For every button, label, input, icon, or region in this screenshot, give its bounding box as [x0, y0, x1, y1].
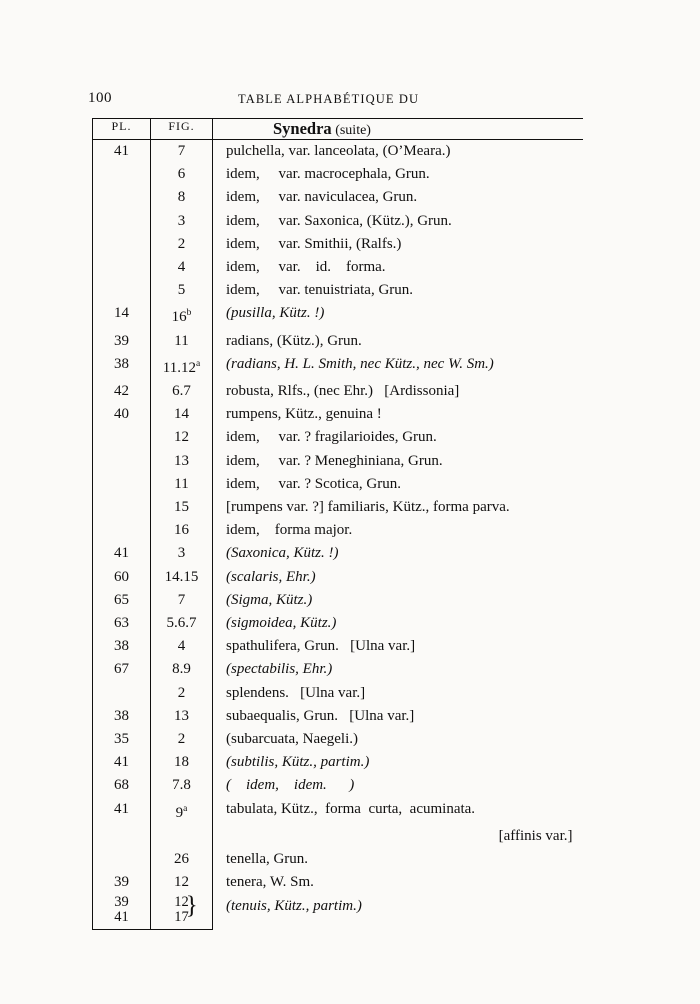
cell-fig: 6 — [151, 163, 213, 186]
cell-fig: 6.7 — [151, 380, 213, 403]
cell-species-name: [rumpens var. ?] familiaris, Kütz., forma parva. — [226, 499, 510, 516]
cell-species-name: (scalaris, Ehr.) — [226, 568, 316, 585]
cell-pl: 14 — [93, 302, 151, 329]
table-row — [93, 330, 583, 353]
index-table-wrapper — [92, 118, 582, 930]
table-row — [93, 380, 583, 403]
cell-pl — [93, 519, 151, 542]
cell-fig: 8 — [151, 186, 213, 209]
cell-species-name: idem, var. naviculacea, Grun. — [226, 189, 418, 206]
index-table — [92, 118, 583, 930]
cell-fig: 13 — [151, 450, 213, 473]
cell-species-name: idem, var. Saxonica, (Kütz.), Grun. — [226, 212, 452, 229]
cell-fig: 5.6.7 — [151, 612, 213, 635]
cell-species-name: (Sigma, Kütz.) — [226, 591, 313, 608]
cell-species-name: idem, var. ? Meneghiniana, Grun. — [226, 452, 443, 469]
table-row — [93, 426, 583, 449]
cell-fig: 5 — [151, 279, 213, 302]
cell-fig: 16 — [151, 519, 213, 542]
table-row — [93, 542, 583, 565]
table-row — [93, 233, 583, 256]
cell-fig: 12 — [151, 426, 213, 449]
table-row — [93, 589, 583, 612]
cell-species-name: robusta, Rlfs., (nec Ehr.) [Ardissonia] — [226, 383, 460, 400]
column-header-fig: FIG. — [151, 119, 213, 140]
cell-pl — [93, 848, 151, 871]
cell-species-name: tenella, Grun. — [226, 851, 309, 868]
cell-pl: 41 — [93, 140, 151, 164]
cell-species-name — [213, 825, 583, 848]
table-row — [93, 751, 583, 774]
cell-fig: 3 — [151, 210, 213, 233]
cell-fig: 3 — [151, 542, 213, 565]
cell-pl: 39 — [93, 871, 151, 894]
folio-number: 100 — [88, 90, 112, 106]
cell-species-name: (tenuis, Kütz., partim.) — [226, 897, 362, 914]
cell-species-name: idem, var. macrocephala, Grun. — [226, 166, 430, 183]
cell-species-name: idem, var. ? fragilarioides, Grun. — [226, 429, 437, 446]
cell-species-name: idem, var. Smithii, (Ralfs.) — [226, 235, 402, 252]
cell-pl: 67 — [93, 658, 151, 681]
cell-species-name: (radians, H. L. Smith, nec Kütz., nec W. Sm.) — [226, 355, 494, 372]
column-header-pl: PL. — [93, 119, 151, 140]
table-row — [93, 163, 583, 186]
table-row — [93, 705, 583, 728]
cell-species-name: tabulata, Kütz., forma curta, acuminata. — [226, 800, 476, 817]
cell-pl: 41 — [93, 542, 151, 565]
cell-pl — [93, 233, 151, 256]
cell-pl: 40 — [93, 403, 151, 426]
cell-species-name: radians, (Kütz.), Grun. — [226, 332, 362, 349]
pl-pair: 39 41 — [114, 893, 129, 925]
cell-pl — [93, 895, 151, 930]
genus-suite-note: (suite) — [331, 123, 371, 138]
cell-species-name: idem, var. ? Scotica, Grun. — [226, 475, 401, 492]
cell-fig — [151, 825, 213, 848]
cell-species-name: spathulifera, Grun. [Ulna var.] — [226, 638, 416, 655]
index-table-body — [93, 119, 583, 930]
cell-pl — [93, 825, 151, 848]
cell-pl — [93, 163, 151, 186]
cell-fig: 2 — [151, 233, 213, 256]
cell-pl: 63 — [93, 612, 151, 635]
table-row — [93, 566, 583, 589]
table-row — [93, 496, 583, 519]
cell-fig — [151, 891, 213, 930]
table-row — [93, 774, 583, 797]
cell-pl: 39 — [93, 330, 151, 353]
cell-species-name: idem, forma major. — [226, 522, 353, 539]
cell-fig: 14.15 — [151, 566, 213, 589]
table-row — [93, 895, 583, 930]
cell-fig: 11 — [151, 330, 213, 353]
table-row — [93, 403, 583, 426]
cell-fig: 2 — [151, 682, 213, 705]
table-row — [93, 658, 583, 681]
cell-species-name: splendens. [Ulna var.] — [226, 684, 366, 701]
cell-fig: 11 — [151, 473, 213, 496]
fig-superscript: b — [186, 308, 192, 319]
fig-superscript: a — [183, 803, 188, 814]
cell-species-name: rumpens, Kütz., genuina ! — [226, 406, 382, 423]
table-row — [93, 519, 583, 542]
cell-fig: 9$^a$ — [151, 798, 213, 825]
cell-fig: 18 — [151, 751, 213, 774]
cell-pl — [93, 186, 151, 209]
cell-fig: 2 — [151, 728, 213, 751]
cell-pl — [93, 682, 151, 705]
cell-pl: 38 — [93, 705, 151, 728]
cell-species-name: (subarcuata, Naegeli.) — [226, 731, 359, 748]
cell-species-name: (spectabilis, Ehr.) — [226, 661, 333, 678]
cell-pl — [93, 426, 151, 449]
cell-fig: 12 — [151, 871, 213, 894]
cell-species-name: (Saxonica, Kütz. !) — [226, 545, 339, 562]
cell-fig: 7 — [151, 589, 213, 612]
cell-pl: 38 — [93, 353, 151, 380]
cell-species-name: subaequalis, Grun. [Ulna var.] — [226, 707, 415, 724]
cell-pl: 35 — [93, 728, 151, 751]
cell-pl: 65 — [93, 589, 151, 612]
cell-species-name: ( idem, idem. ) — [226, 777, 355, 794]
cell-pl: 41 — [93, 798, 151, 825]
cell-fig: 13 — [151, 705, 213, 728]
table-row — [93, 450, 583, 473]
table-row — [93, 798, 583, 825]
table-row — [93, 871, 583, 894]
table-row — [93, 473, 583, 496]
table-row — [93, 256, 583, 279]
cell-fig: 8.9 — [151, 658, 213, 681]
fig-superscript: a — [195, 358, 201, 369]
continuation-note: [affinis var.] — [498, 827, 573, 844]
table-row — [93, 682, 583, 705]
column-header-genus — [213, 119, 583, 140]
cell-fig: 26 — [151, 848, 213, 871]
cell-pl — [93, 279, 151, 302]
cell-fig: 11.12$^a$ — [151, 353, 213, 380]
page-header — [88, 90, 608, 108]
cell-pl: 41 — [93, 751, 151, 774]
cell-pl — [93, 256, 151, 279]
table-header-row — [93, 119, 583, 140]
cell-fig: 4 — [151, 256, 213, 279]
table-row — [93, 825, 583, 848]
table-row — [93, 210, 583, 233]
cell-pl: 38 — [93, 635, 151, 658]
cell-pl — [93, 496, 151, 519]
table-row — [93, 140, 583, 164]
cell-species-name: idem, var. id. forma. — [226, 259, 386, 276]
table-row — [93, 279, 583, 302]
running-title: TABLE ALPHABÉTIQUE DU — [238, 92, 420, 106]
cell-fig: 7 — [151, 140, 213, 164]
table-row — [93, 635, 583, 658]
table-row — [93, 848, 583, 871]
table-row — [93, 353, 583, 380]
table-row — [93, 728, 583, 751]
cell-fig: 4 — [151, 635, 213, 658]
brace-icon: } — [185, 891, 198, 919]
genus-name: Synedra — [273, 119, 332, 138]
cell-species-name: (pusilla, Kütz. !) — [226, 305, 325, 322]
cell-fig: 14 — [151, 403, 213, 426]
fig-pair: 12 17 } — [174, 891, 198, 925]
cell-pl: 60 — [93, 566, 151, 589]
cell-pl — [93, 210, 151, 233]
cell-species-name: (sigmoidea, Kütz.) — [226, 615, 337, 632]
cell-fig: 7.8 — [151, 774, 213, 797]
table-row — [93, 612, 583, 635]
cell-pl: 68 — [93, 774, 151, 797]
cell-fig: 16$^b$ — [151, 302, 213, 329]
cell-species-name: tenera, W. Sm. — [226, 874, 314, 891]
cell-species-name: pulchella, var. lanceolata, (O’Meara.) — [226, 143, 451, 159]
table-row — [93, 186, 583, 209]
cell-pl: 42 — [93, 380, 151, 403]
cell-species-name: idem, var. tenuistriata, Grun. — [226, 282, 414, 299]
cell-species-name: (subtilis, Kütz., partim.) — [226, 754, 370, 771]
cell-pl — [93, 450, 151, 473]
cell-pl — [93, 473, 151, 496]
cell-fig: 15 — [151, 496, 213, 519]
table-row — [93, 302, 583, 329]
